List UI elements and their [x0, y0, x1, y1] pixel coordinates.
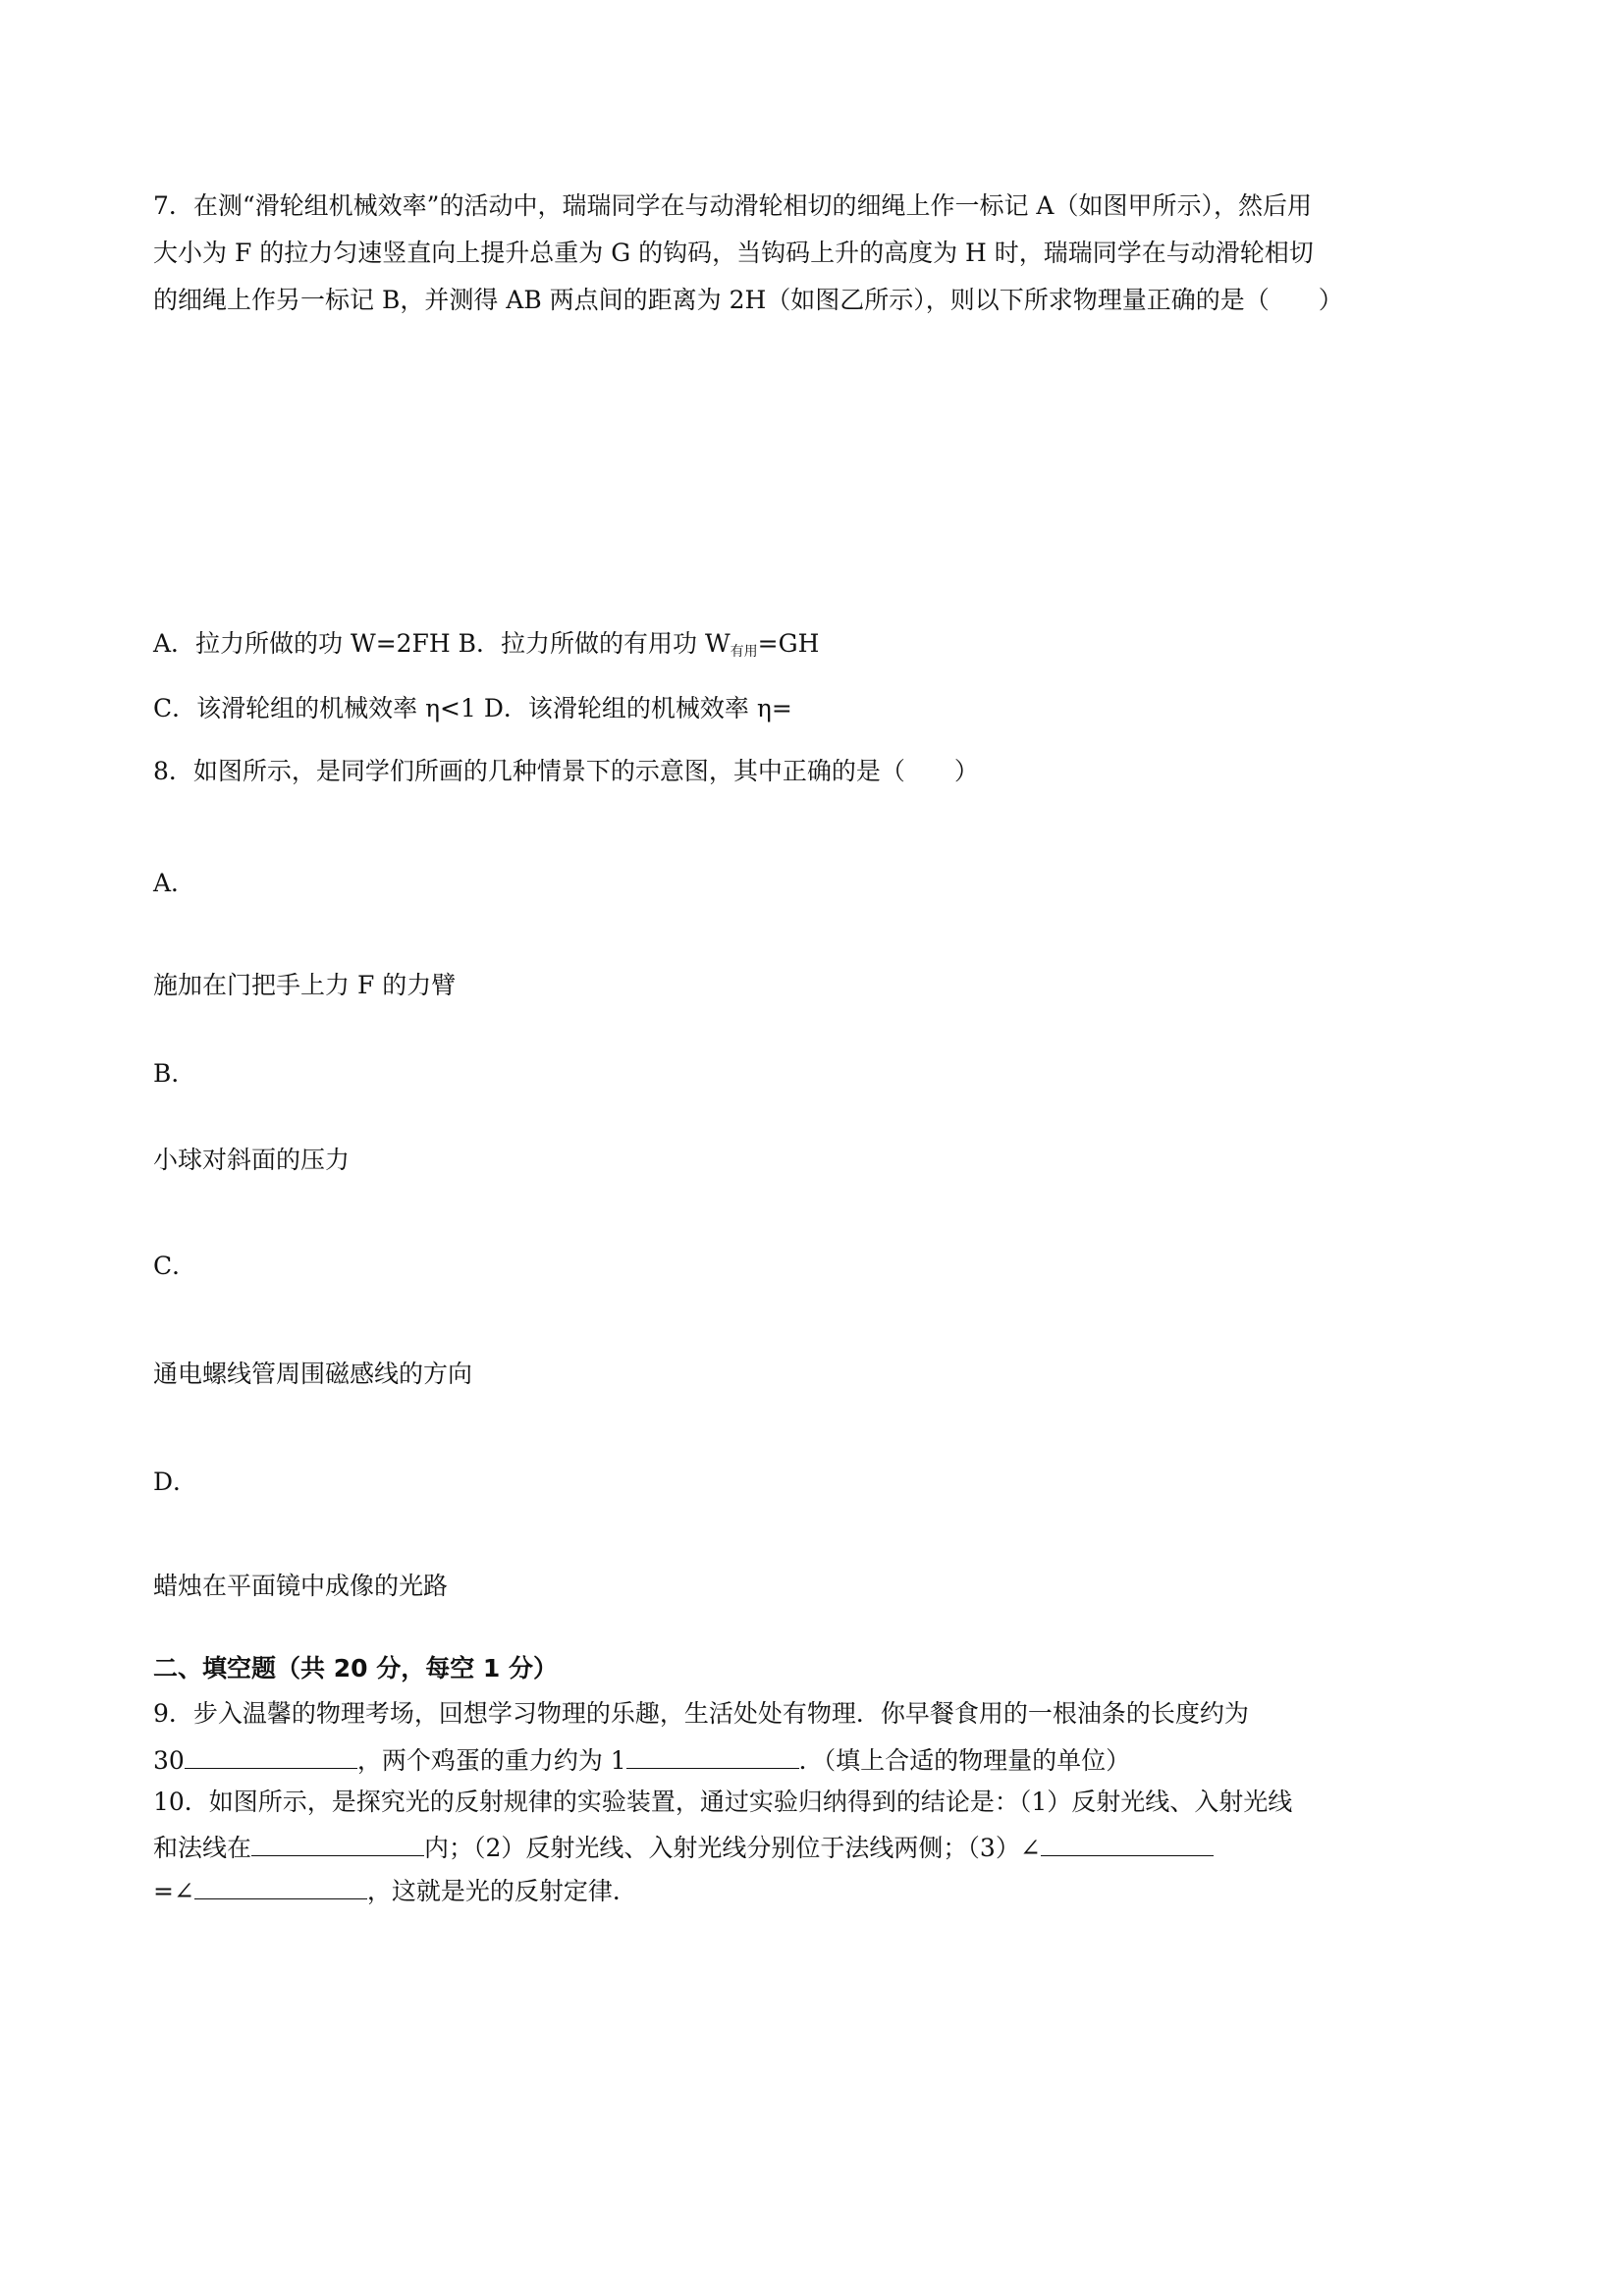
- q9-text-a: 30: [153, 1746, 185, 1775]
- q9-blank-2[interactable]: [626, 1742, 799, 1769]
- q8-option-b-caption: 小球对斜面的压力: [153, 1146, 351, 1174]
- q8-option-a-caption: 施加在门把手上力 F 的力臂: [153, 971, 457, 999]
- q9-blank-1[interactable]: [185, 1742, 357, 1769]
- q7-stem-line-1: 7．在测“滑轮组机械效率”的活动中，瑞瑞同学在与动滑轮相切的细绳上作一标记 A（如图甲所示），然后用: [153, 191, 1312, 220]
- q7-option-ab-subscript: 有用: [730, 644, 758, 660]
- q7-option-ab: [153, 628, 819, 667]
- q10-text-c: =∠: [153, 1877, 194, 1905]
- q10-blank-3[interactable]: [194, 1873, 367, 1899]
- q7-option-cd: C．该滑轮组的机械效率 η<1 D．该滑轮组的机械效率 η=: [153, 694, 792, 722]
- q8-option-d-label: D．: [153, 1468, 198, 1496]
- section-2-heading: 二、填空题（共 20 分，每空 1 分）: [153, 1654, 559, 1682]
- q9-text-b: ，两个鸡蛋的重力约为 1: [356, 1746, 626, 1775]
- q9-text-c: ．（填上合适的物理量的单位）: [798, 1746, 1131, 1775]
- q7-stem-line-2: 大小为 F 的拉力匀速竖直向上提升总重为 G 的钩码，当钩码上升的高度为 H 时，瑞瑞同学在与动滑轮相切: [153, 239, 1314, 267]
- q8-option-a-label: A．: [153, 869, 196, 897]
- q7-stem-line-3: 的细绳上作另一标记 B，并测得 AB 两点间的距离为 2H（如图乙所示），则以下所求物理量正确的是（ ）: [153, 286, 1343, 314]
- q8-option-d-caption: 蜡烛在平面镜中成像的光路: [153, 1572, 449, 1600]
- q9-line-1: 9．步入温馨的物理考场，回想学习物理的乐趣，生活处处有物理．你早餐食用的一根油条的长度约为: [153, 1699, 1249, 1728]
- q10-text-d: ，这就是光的反射定律．: [366, 1877, 637, 1905]
- q10-blank-1[interactable]: [251, 1830, 424, 1856]
- q7-figure-area: [153, 334, 742, 589]
- q10-line-2: [153, 1830, 1214, 1864]
- q10-text-a: 和法线在: [153, 1834, 252, 1862]
- q8-stem: 8．如图所示，是同学们所画的几种情景下的示意图，其中正确的是（ ）: [153, 757, 979, 785]
- q10-line-3: [153, 1873, 637, 1907]
- q10-line-1: 10．如图所示，是探究光的反射规律的实验装置，通过实验归纳得到的结论是：（1）反射光线、入射光线: [153, 1788, 1293, 1816]
- q7-option-ab-prefix: A．拉力所做的功 W=2FH B．拉力所做的有用功 W: [153, 629, 731, 658]
- q8-option-c-caption: 通电螺线管周围磁感线的方向: [153, 1360, 473, 1388]
- q10-blank-2[interactable]: [1041, 1830, 1214, 1856]
- q7-option-ab-suffix: =GH: [757, 629, 820, 658]
- q9-line-2: [153, 1742, 1130, 1777]
- q8-option-c-label: C．: [153, 1252, 197, 1280]
- q10-text-b: 内；（2）反射光线、入射光线分别位于法线两侧；（3）∠: [424, 1834, 1041, 1862]
- q8-option-b-label: B．: [153, 1059, 196, 1088]
